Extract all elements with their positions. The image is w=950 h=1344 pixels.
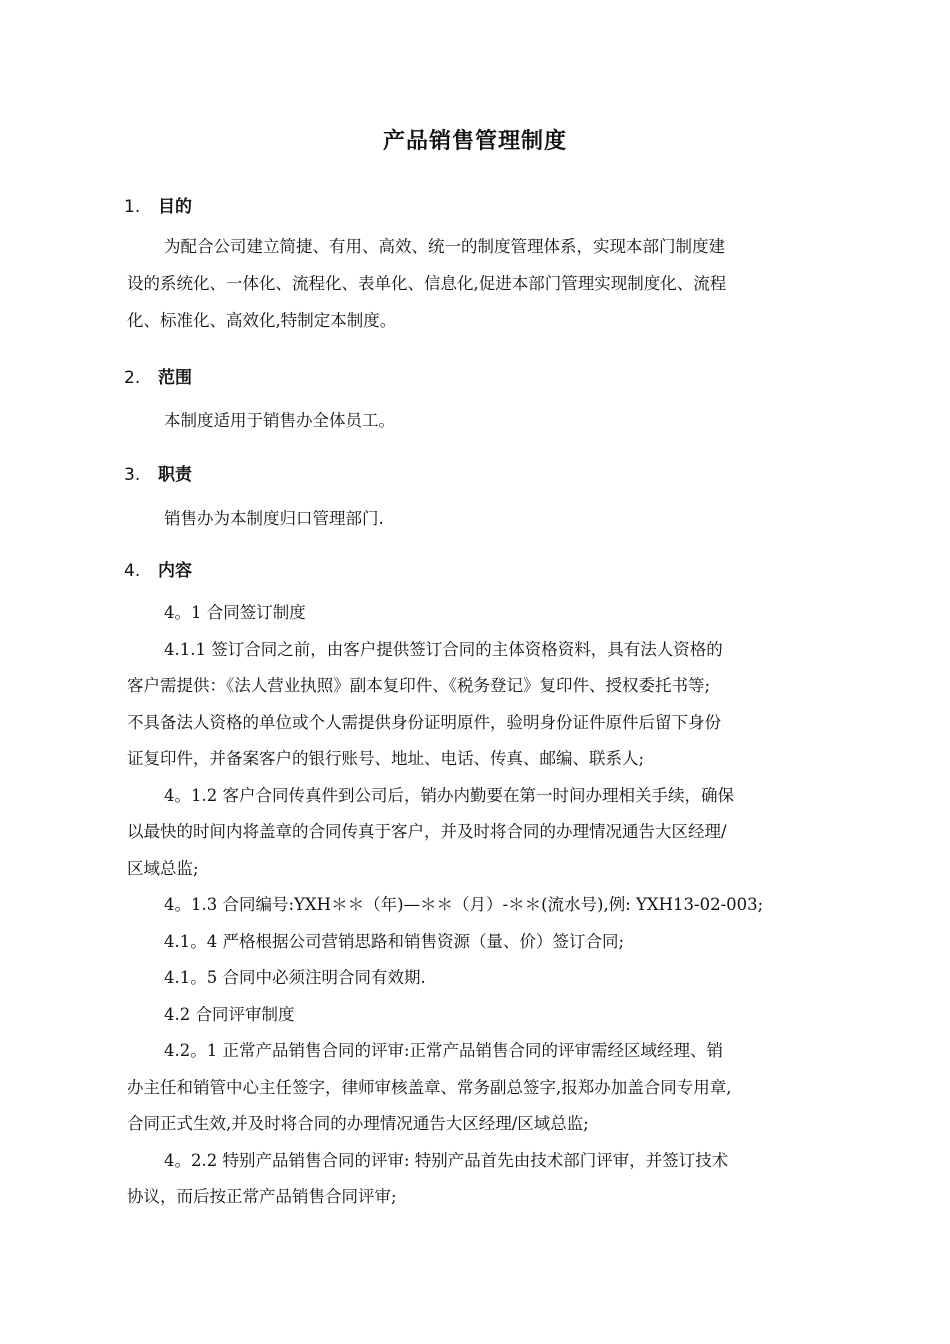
document-title: 产品销售管理制度 — [382, 129, 567, 154]
paragraph-line: 4.1.1 签订合同之前，由客户提供签订合同的主体资格资料，具有法人资格的 — [164, 639, 723, 659]
paragraph-line: 客户需提供：《法人营业执照》副本复印件、《税务登记》复印件、授权委托书等; — [127, 676, 711, 695]
paragraph-line: 销售办为本制度归口管理部门. — [164, 509, 384, 528]
paragraph-line: 设的系统化、一体化、流程化、表单化、信息化,促进本部门管理实现制度化、流程 — [127, 274, 727, 293]
subsection-heading: 4。1 合同签订制度 — [164, 603, 306, 622]
section-number: 1. — [124, 197, 141, 217]
section-body-content — [127, 595, 832, 1216]
paragraph-line: 不具备法人资格的单位或个人需提供身份证明原件，验明身份证件原件后留下身份 — [127, 712, 721, 732]
paragraph-line: 4。1.3 合同编号:YXH＊＊（年)—＊＊（月）-＊＊(流水号),例: YXH13-02-003; — [164, 895, 764, 914]
section-heading-responsibility — [124, 460, 192, 485]
paragraph-line: 4。2.2 特别产品销售合同的评审: 特别产品首先由技术部门评审，并签订技术 — [164, 1150, 729, 1170]
paragraph-line: 4.1。4 严格根据公司营销思路和销售资源（量、价）签订合同; — [164, 931, 625, 951]
paragraph-line: 证复印件，并备案客户的银行账号、地址、电话、传真、邮编、联系人; — [127, 749, 645, 768]
paragraph-line: 4.1。5 合同中必须注明合同有效期. — [164, 968, 426, 987]
paragraph-line: 化、标准化、高效化,特制定本制度。 — [127, 311, 397, 330]
subsection-heading: 4.2 合同评审制度 — [164, 1004, 295, 1024]
section-title: 职责 — [158, 465, 192, 485]
section-body-scope — [127, 402, 832, 439]
paragraph-line: 4.2。1 正常产品销售合同的评审:正常产品销售合同的评审需经区域经理、销 — [164, 1041, 724, 1060]
section-number: 2. — [124, 368, 141, 388]
paragraph-line: 办主任和销管中心主任签字，律师审核盖章、常务副总签字,报郑办加盖合同专用章, — [127, 1077, 732, 1097]
section-heading-scope — [124, 363, 192, 388]
paragraph-line: 本制度适用于销售办全体员工。 — [164, 411, 395, 430]
paragraph-line: 协议，而后按正常产品销售合同评审; — [127, 1187, 397, 1206]
section-title: 目的 — [158, 197, 192, 217]
paragraph-line: 合同正式生效,并及时将合同的办理情况通告大区经理/区域总监; — [127, 1114, 589, 1133]
paragraph-line: 以最快的时间内将盖章的合同传真于客户，并及时将合同的办理情况通告大区经理/ — [127, 822, 727, 841]
paragraph-line: 4。1.2 客户合同传真件到公司后，销办内勤要在第一时间办理相关手续，确保 — [164, 785, 734, 805]
paragraph-line: 为配合公司建立简捷、有用、高效、统一的制度管理体系，实现本部门制度建 — [164, 237, 725, 256]
section-heading-purpose — [124, 192, 192, 217]
section-title: 范围 — [158, 368, 192, 388]
section-heading-content — [124, 556, 192, 581]
section-number: 3. — [124, 465, 141, 485]
paragraph-line: 区域总监; — [127, 858, 199, 878]
section-number: 4. — [124, 561, 141, 581]
section-body-responsibility — [127, 500, 832, 537]
section-title: 内容 — [158, 561, 192, 581]
section-body-purpose — [127, 228, 832, 339]
